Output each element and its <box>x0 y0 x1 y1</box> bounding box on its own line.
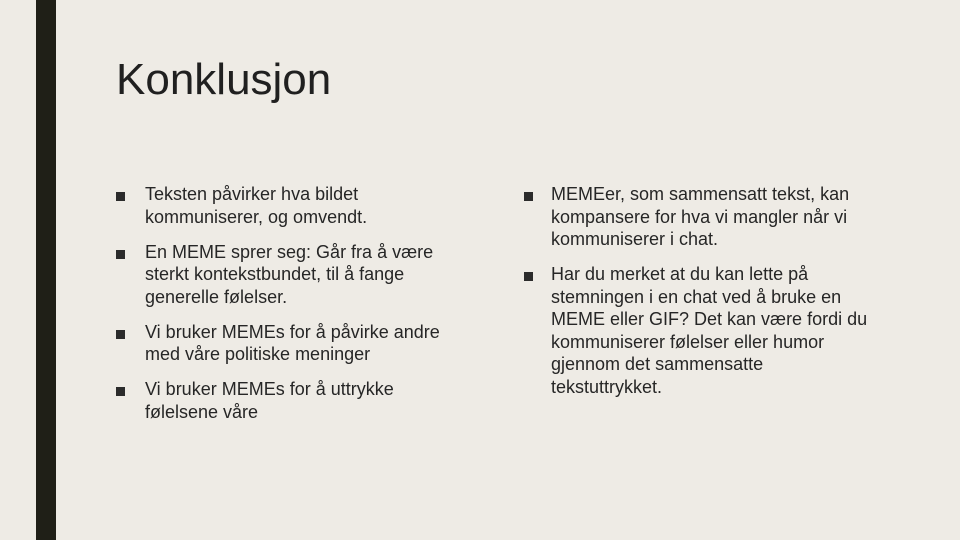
bullet-text: En MEME sprer seg: Går fra å være sterkt kontekstbundet, til å fange generelle følelser. <box>145 241 434 307</box>
bullet-item <box>524 183 869 251</box>
bullet-item <box>116 241 461 309</box>
square-bullet-icon <box>524 192 533 201</box>
square-bullet-icon <box>116 387 125 396</box>
bullet-item <box>116 321 461 366</box>
square-bullet-icon <box>116 330 125 339</box>
bullet-text: Vi bruker MEMEs for å påvirke andre med våre politiske meninger <box>145 321 440 364</box>
square-bullet-icon <box>116 192 125 201</box>
left-bullet-list <box>116 183 461 436</box>
bullet-text: Teksten påvirker hva bildet kommuniserer, og omvendt. <box>145 184 368 227</box>
right-bullet-list <box>524 183 869 411</box>
square-bullet-icon <box>524 272 533 281</box>
bullet-text: MEMEer, som sammensatt tekst, kan kompansere for hva vi mangler når vi kommuniserer i chat. <box>551 184 850 249</box>
slide-title: Konklusjon <box>116 55 332 104</box>
bullet-item <box>116 378 461 423</box>
bullet-item <box>116 183 461 228</box>
bullet-text: Vi bruker MEMEs for å uttrykke følelsene våre <box>145 379 394 422</box>
square-bullet-icon <box>116 250 125 259</box>
accent-bar <box>36 0 56 540</box>
bullet-text: Har du merket at du kan lette på stemningen i en chat ved å bruke en MEME eller GIF? Det kan være fordi du kommuniserer følelser eller humor gjennom det sammensatte tekstuttrykket. <box>551 264 868 397</box>
bullet-item <box>524 263 869 398</box>
